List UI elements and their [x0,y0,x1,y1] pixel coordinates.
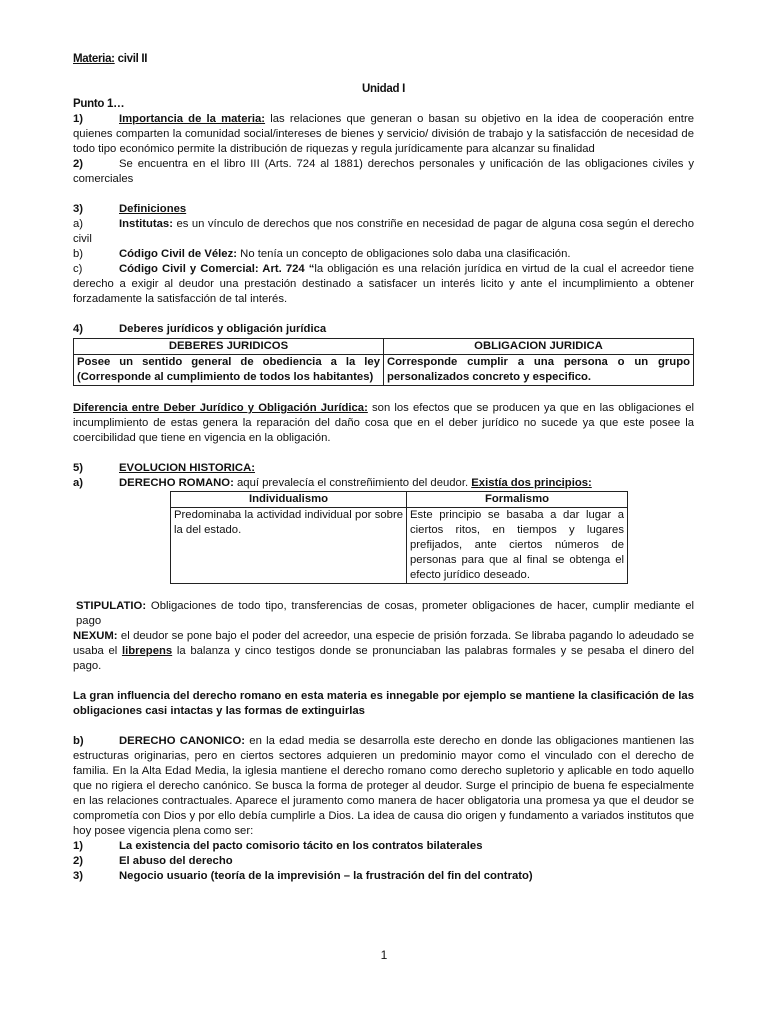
item-3-number: 3) [73,203,84,215]
deberes-column-header: DEBERES JURIDICOS [74,339,384,355]
nexum-text-2: la balanza y cinco testigos donde se pronunciaban las palabras formales y se pesaba el dinero del pago. [73,645,694,672]
item-1-text: las relaciones que generan o basan su objetivo en la idea de cooperación entre quienes comparten la comunidad social/intereses de bienes y servicio/ división de trabajo y la satisfacción de necesidad de todo tipo económico permite la distribución de riquezas y regula jurídicamente para alcanzar su finalidad [73,113,694,155]
definition-a-title: Institutas: [119,218,173,230]
obligacion-column-header: OBLIGACION JURIDICA [384,339,694,355]
definition-c-title: Código Civil y Comercial: Art. 724 “ [119,263,315,275]
unidad-title: Unidad I [362,83,405,95]
evolucion-number: 5) [73,462,84,474]
derecho-romano-line [73,476,694,491]
materia-line [73,52,694,67]
diferencia-paragraph [73,401,694,446]
derecho-romano-letter: a) [73,477,84,489]
item-3-heading [73,202,694,217]
item-4-title: Deberes jurídicos y obligación jurídica [119,323,327,335]
definition-a-letter: a) [73,218,84,230]
nexum-text-1: el deudor se pone bajo el poder del acreedor, una especie de prisión forzada. Se libraba pagando lo adeudado se usaba el [73,630,695,657]
list-item-text: La existencia del pacto comisorio tácito en los contratos bilaterales [119,840,483,852]
document-page [73,52,694,884]
list-item-number: 2) [73,855,84,867]
definition-b-text: No tenía un concepto de obligaciones solo daba una clasificación. [240,248,571,260]
evolucion-title: EVOLUCION HISTORICA: [119,462,255,474]
deberes-cell: Posee un sentido general de obediencia a la ley (Corresponde al cumplimiento de todos los habitantes) [74,355,384,386]
item-3-title: Definiciones [119,203,187,215]
influencia-paragraph: La gran influencia del derecho romano en esta materia es innegable por ejemplo se mantiene la clasificación de las obligaciones casi intactas y las formas de extinguirlas [73,690,694,717]
nexum-librepens: librepens [121,645,173,657]
definition-c-text: la obligación es una relación jurídica en virtud de la cual el acreedor tiene derecho a exigir al deudor una prestación destinado a satisfacer un interés licito y ante el incumplimiento a obtener forzadamente la satisfacción de tal interés. [73,263,694,305]
principios-table [170,491,628,584]
materia-value: civil II [117,53,148,65]
item-2-paragraph [73,157,694,187]
canonico-letter: b) [73,735,84,747]
item-4-heading [73,322,694,337]
materia-label: Materia: [73,53,115,65]
deberes-table [73,338,694,386]
formalismo-cell: Este principio se basaba a dar lugar a ciertos ritos, en tiempos y lugares prefijados, ante ciertos números de personas para que al final se obtenga el efecto jurídico deseado. [407,508,628,584]
page-number: 1 [380,948,388,962]
diferencia-title: Diferencia entre Deber Jurídico y Obligación Jurídica: [73,402,368,414]
canonico-paragraph [73,734,694,839]
definition-a-text: es un vínculo de derechos que nos constriñe en necesidad de pagar de alguna cosa según el derecho civil [73,218,694,245]
definition-a [73,217,694,247]
diferencia-text: son los efectos que se producen ya que en las obligaciones el incumplimiento de estas genera la reparación del daño cosa que en el deber jurídico no sucede ya que este posee la coercibilidad que tiene en vigencia en la obligación. [73,402,695,444]
item-number: 1) [73,113,84,125]
item-4-number: 4) [73,323,84,335]
derecho-romano-text: aquí prevalecía el constreñimiento del deudor. [237,477,469,489]
obligacion-cell: Corresponde cumplir a una persona o un grupo personalizados concreto y especifico. [384,355,694,386]
derecho-romano-title: DERECHO ROMANO: [119,477,234,489]
definition-b-title: Código Civil de Vélez: [119,248,238,260]
punto-title: Punto 1… [73,98,125,110]
stipulatio-paragraph [73,599,694,629]
definition-c [73,262,694,307]
item-1-title: Importancia de la materia: [119,113,266,125]
evolucion-heading [73,461,694,476]
item-1-paragraph [73,112,694,157]
list-item-text: Negocio usuario (teoría de la imprevisión – la frustración del fin del contrato) [119,870,533,882]
individualismo-column-header: Individualismo [171,492,407,508]
item-2-number: 2) [73,158,84,170]
canonico-list-item [73,839,694,854]
nexum-title: NEXUM: [73,630,118,642]
stipulatio-text: Obligaciones de todo tipo, transferencias de cosas, prometer obligaciones de hacer, cumplir mediante el pago [76,600,694,627]
list-item-number: 1) [73,840,84,852]
canonico-text: en la edad media se desarrolla este derecho en donde las obligaciones mantienen las estructuras originarias, pero en ciertos sectores adquieren un predominio mayor como el vinculado con el derecho de familia. En la Alta Edad Media, la iglesia mantiene el derecho romano como derecho supletorio y aplicable en todo aquello que no rigiera el derecho canónico. Se busca la forma de proteger al deudor. Surge el principio de buena fe especialmente en las relaciones contractuales. Aparece el juramento como manera de hacer obligatoria una promesa ya que el deudor se comprometía con Dios y por ello debía cumplirle a Dios. La idea de causa dio origen y fundamento a variados institutos que hoy posee vigencia plena como ser: [73,735,694,837]
stipulatio-title: STIPULATIO: [76,600,147,612]
formalismo-column-header: Formalismo [407,492,628,508]
list-item-text: El abuso del derecho [119,855,233,867]
list-item-number: 3) [73,870,84,882]
canonico-list-item [73,869,694,884]
definition-b [73,247,694,262]
individualismo-cell: Predominaba la actividad individual por sobre la del estado. [171,508,407,584]
canonico-list-item [73,854,694,869]
item-2-text: Se encuentra en el libro III (Arts. 724 al 1881) derechos personales y unificación de las obligaciones civiles y comerciales [73,158,694,185]
nexum-paragraph [73,629,694,674]
canonico-title: DERECHO CANONICO: [119,735,246,747]
definition-b-letter: b) [73,248,84,260]
definition-c-letter: c) [73,263,83,275]
derecho-romano-principios: Existía dos principios: [471,477,592,489]
